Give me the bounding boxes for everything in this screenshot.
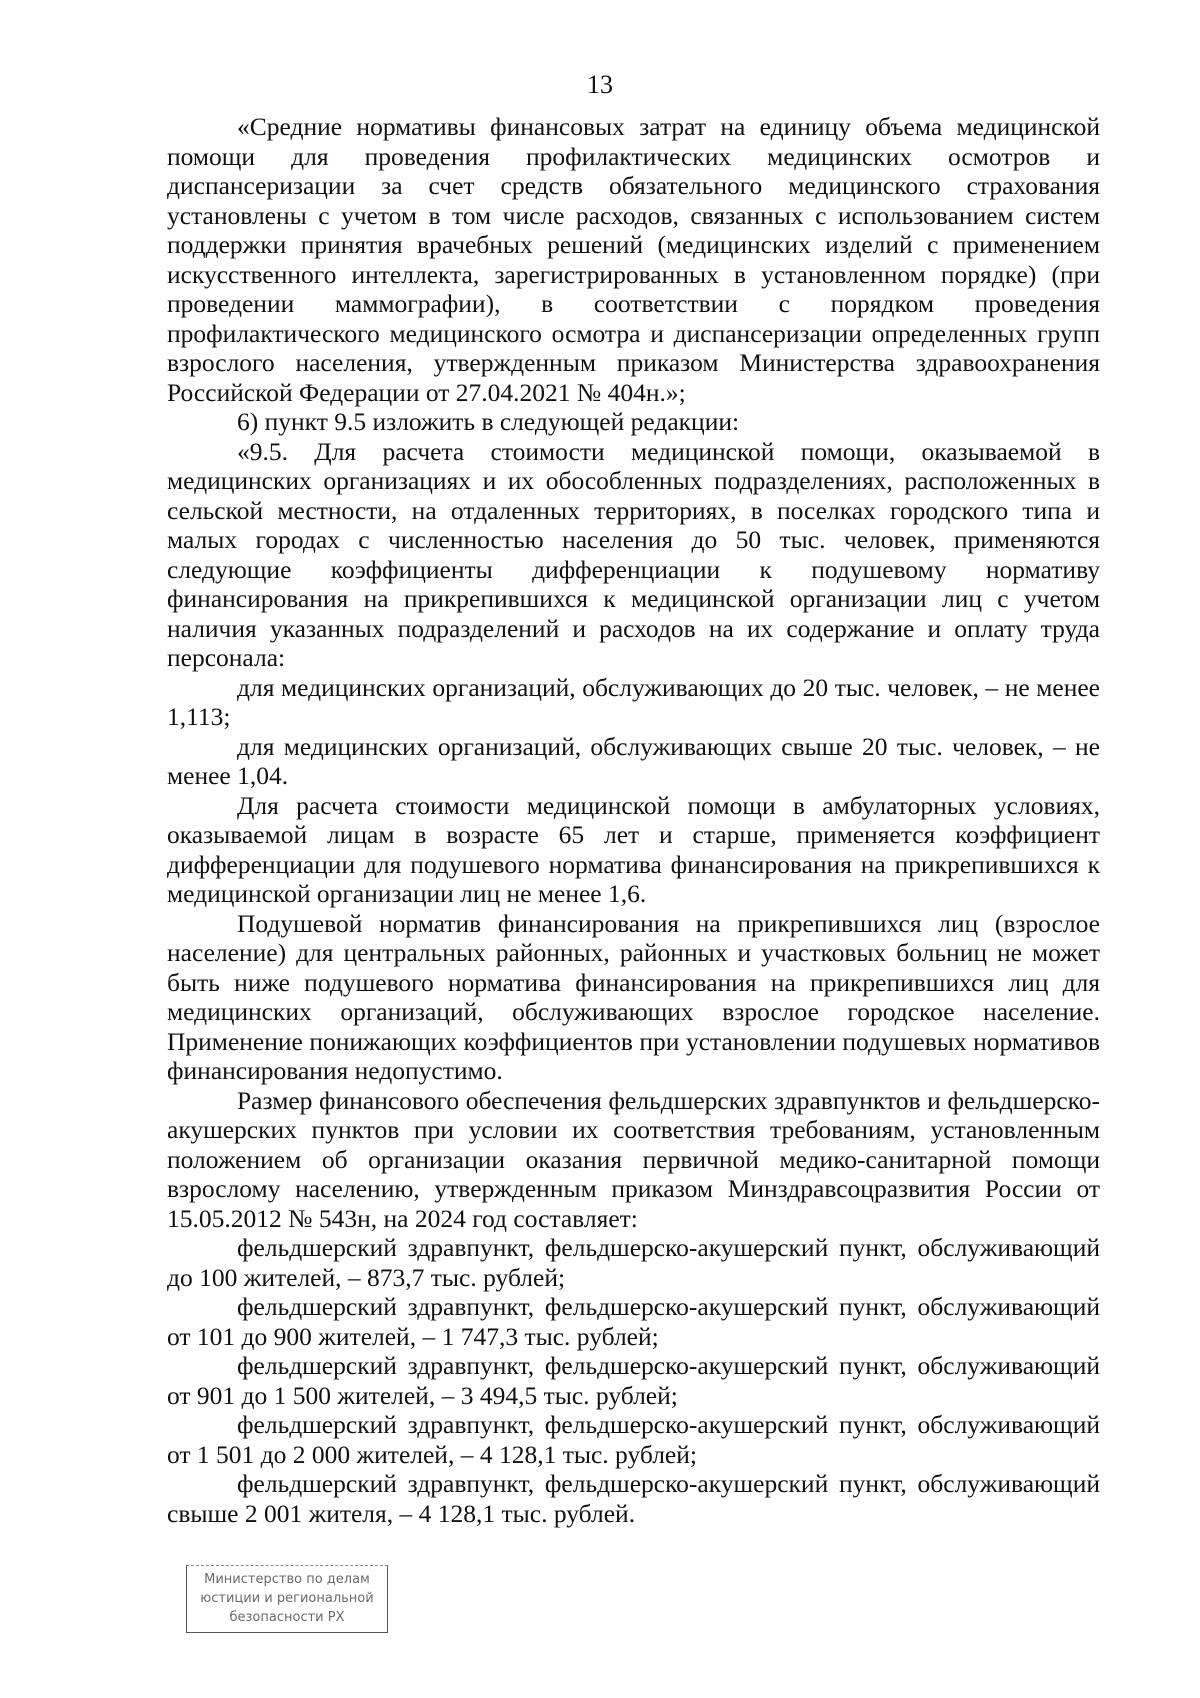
paragraph-coefficient-up-to-20k: для медицинских организаций, обслуживающих до 20 тыс. человек, – не менее 1,113; — [167, 672, 1100, 731]
stamp-line: юстиции и региональной — [200, 1591, 374, 1606]
paragraph-coefficient-65-plus: Для расчета стоимости медицинской помощи в амбулаторных условиях, оказываемой лицам в возрасте 65 лет и старше, применяется коэффициент дифференциации для подушевого норматива финансирования на прикрепившихся к медицинской организации лиц не менее 1,6. — [167, 790, 1100, 908]
page-number: 13 — [587, 70, 613, 99]
registration-stamp — [186, 1565, 388, 1633]
paragraph-clause-9-5: «9.5. Для расчета стоимости медицинской помощи, оказываемой в медицинских организациях и их обособленных подразделениях, расположенных в сельской местности, на отдаленных территориях, в поселках городского типа и малых городах с численностью населения до 50 тыс. человек, применяются следующие коэффициенты дифференциации к подушевому нормативу финансирования на прикрепившихся к медицинской организации лиц с учетом наличия указанных подразделений и расходов на их содержание и оплату труда персонала: — [167, 436, 1100, 672]
stamp-line: Министерство по делам — [204, 1572, 370, 1587]
paragraph-fap-101-900: фельдшерский здравпункт, фельдшерско-акушерский пункт, обслуживающий от 101 до 900 жителей, – 1 747,3 тыс. рублей; — [167, 1292, 1100, 1351]
document-body — [167, 112, 1100, 1528]
stamp-line: безопасности РХ — [229, 1610, 345, 1625]
paragraph-norms-dispensarization: «Средние нормативы финансовых затрат на единицу объема медицинской помощи для проведения профилактических медицинских осмотров и диспансеризации за счет средств обязательного медицинского страхования установлены с учетом в том числе расходов, связанных с использованием систем поддержки принятия врачебных решений (медицинских изделий с применением искусственного интеллекта, зарегистрированных в установленном порядке) (при проведении маммографии), в соответствии с порядком проведения профилактического медицинского осмотра и диспансеризации определенных групп взрослого населения, утвержденным приказом Министерства здравоохранения Российской Федерации от 27.04.2021 № 404н.»; — [167, 112, 1100, 407]
paragraph-fap-funding: Размер финансового обеспечения фельдшерских здравпунктов и фельдшерско-акушерских пунктов при условии их соответствия требованиям, установленным положением об организации оказания первичной медико-санитарной помощи взрослому населению, утвержденным приказом Минздравсоцразвития России от 15.05.2012 № 543н, на 2024 год составляет: — [167, 1085, 1100, 1233]
paragraph-capitation-rural: Подушевой норматив финансирования на прикрепившихся лиц (взрослое население) для центральных районных, районных и участковых больниц не может быть ниже подушевого норматива финансирования на прикрепившихся лиц для медицинских организаций, обслуживающих взрослое городское население. Применение понижающих коэффициентов при установлении подушевых нормативов финансирования недопустимо. — [167, 908, 1100, 1085]
paragraph-fap-1501-2000: фельдшерский здравпункт, фельдшерско-акушерский пункт, обслуживающий от 1 501 до 2 000 жителей, – 4 128,1 тыс. рублей; — [167, 1410, 1100, 1469]
paragraph-fap-up-to-100: фельдшерский здравпункт, фельдшерско-акушерский пункт, обслуживающий до 100 жителей, – 873,7 тыс. рублей; — [167, 1233, 1100, 1292]
paragraph-fap-901-1500: фельдшерский здравпункт, фельдшерско-акушерский пункт, обслуживающий от 901 до 1 500 жителей, – 3 494,5 тыс. рублей; — [167, 1351, 1100, 1410]
paragraph-item-6: 6) пункт 9.5 изложить в следующей редакции: — [237, 407, 740, 436]
paragraph-coefficient-over-20k: для медицинских организаций, обслуживающих свыше 20 тыс. человек, – не менее 1,04. — [167, 731, 1100, 790]
paragraph-fap-over-2001: фельдшерский здравпункт, фельдшерско-акушерский пункт, обслуживающий свыше 2 001 жителя, – 4 128,1 тыс. рублей. — [167, 1469, 1100, 1528]
